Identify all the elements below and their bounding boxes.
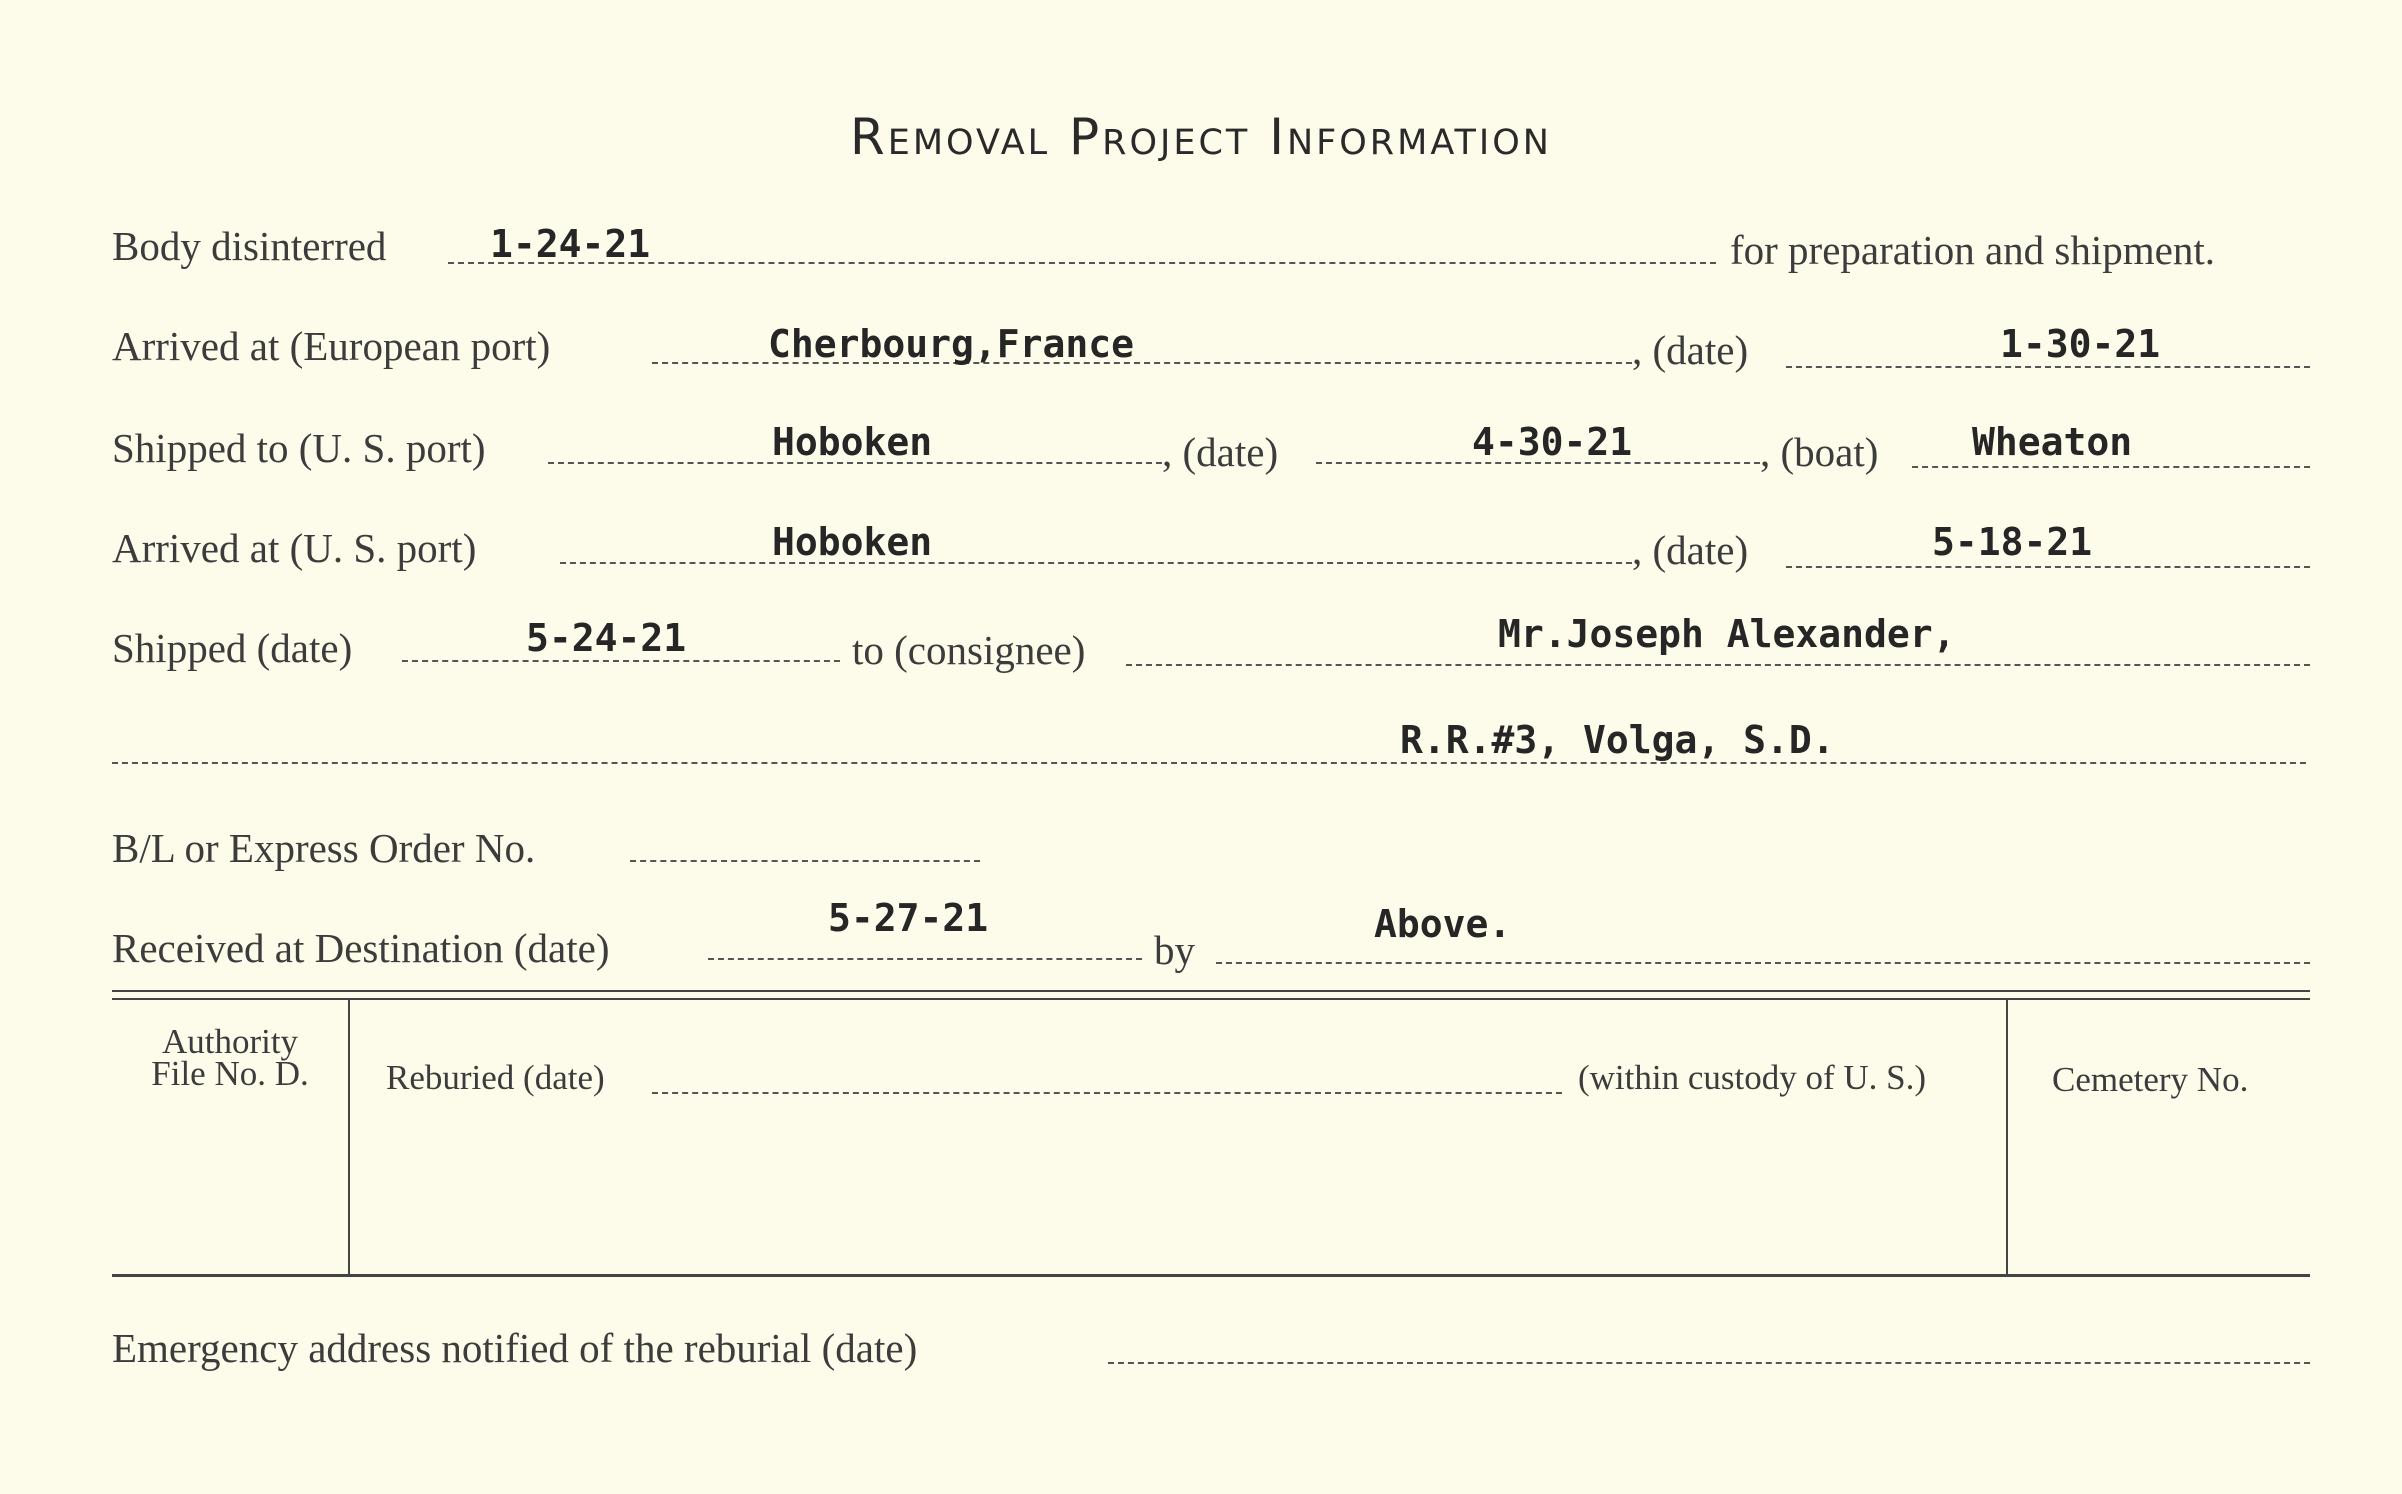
disinterred-date: 1-24-21: [490, 222, 651, 266]
card-title: Removal Project Information: [850, 108, 1552, 166]
us-port-arrived-date: 5-18-21: [1932, 520, 2093, 564]
table-top-rule-1: [112, 990, 2310, 992]
us-port-arrived: Hoboken: [772, 520, 933, 564]
us-port-shipped-date: 4-30-21: [1472, 420, 1633, 464]
consignee-name: Mr.Joseph Alexander,: [1498, 612, 1956, 656]
consignee-address: R.R.#3, Volga, S.D.: [1400, 718, 1835, 762]
emergency-label: Emergency address notified of the reburial (date): [112, 1325, 918, 1371]
european-date-label: , (date): [1632, 327, 1749, 373]
arrived-european-label: Arrived at (European port): [112, 323, 551, 369]
emergency-line: [1108, 1362, 2310, 1364]
boat-line: [1912, 466, 2310, 468]
authority-label: [120, 1022, 340, 1093]
european-port: Cherbourg,France: [768, 322, 1135, 366]
reburied-label: Reburied (date): [386, 1058, 605, 1097]
reburied-line: [652, 1092, 1562, 1094]
shipped-date: 5-24-21: [526, 616, 687, 660]
received-dest-label: Received at Destination (date): [112, 925, 610, 971]
us-port-shipped: Hoboken: [772, 420, 933, 464]
consignee-line-2: [112, 762, 2306, 764]
bl-order-line: [630, 860, 980, 862]
arrived-date-label: , (date): [1632, 527, 1749, 573]
european-date: 1-30-21: [2000, 322, 2161, 366]
body-disinterred-label: Body disinterred: [112, 223, 387, 269]
within-custody-label: (within custody of U. S.): [1578, 1058, 1927, 1097]
shipped-date-label: , (date): [1162, 429, 1279, 475]
us-port-arrived-line: [560, 562, 1632, 564]
boat-label: , (boat): [1760, 429, 1879, 475]
boat-name: Wheaton: [1972, 420, 2133, 464]
authority-text: Authority: [161, 1022, 299, 1061]
table-divider-left: [348, 998, 350, 1274]
european-date-line: [1786, 366, 2310, 368]
table-bottom-rule: [112, 1274, 2310, 1277]
arrived-us-label: Arrived at (U. S. port): [112, 525, 477, 571]
file-no-text: File No. D.: [151, 1054, 309, 1093]
received-by: Above.: [1374, 902, 1512, 946]
received-by-line: [1216, 962, 2310, 964]
bl-order-label: B/L or Express Order No.: [112, 825, 536, 871]
shipped-date-label-2: Shipped (date): [112, 625, 353, 671]
cemetery-no-label: Cemetery No.: [2052, 1060, 2249, 1099]
received-date: 5-27-21: [828, 896, 989, 940]
shipped-us-label: Shipped to (U. S. port): [112, 425, 486, 471]
table-top-rule-2: [112, 998, 2310, 1000]
received-date-line: [708, 958, 1142, 960]
us-port-arrived-date-line: [1786, 566, 2310, 568]
by-label: by: [1154, 927, 1195, 973]
for-preparation-label: for preparation and shipment.: [1730, 227, 2216, 273]
table-divider-right: [2006, 998, 2008, 1274]
shipped-date-line: [402, 660, 840, 662]
consignee-line-1: [1126, 664, 2310, 666]
to-consignee-label: to (consignee): [852, 627, 1086, 673]
